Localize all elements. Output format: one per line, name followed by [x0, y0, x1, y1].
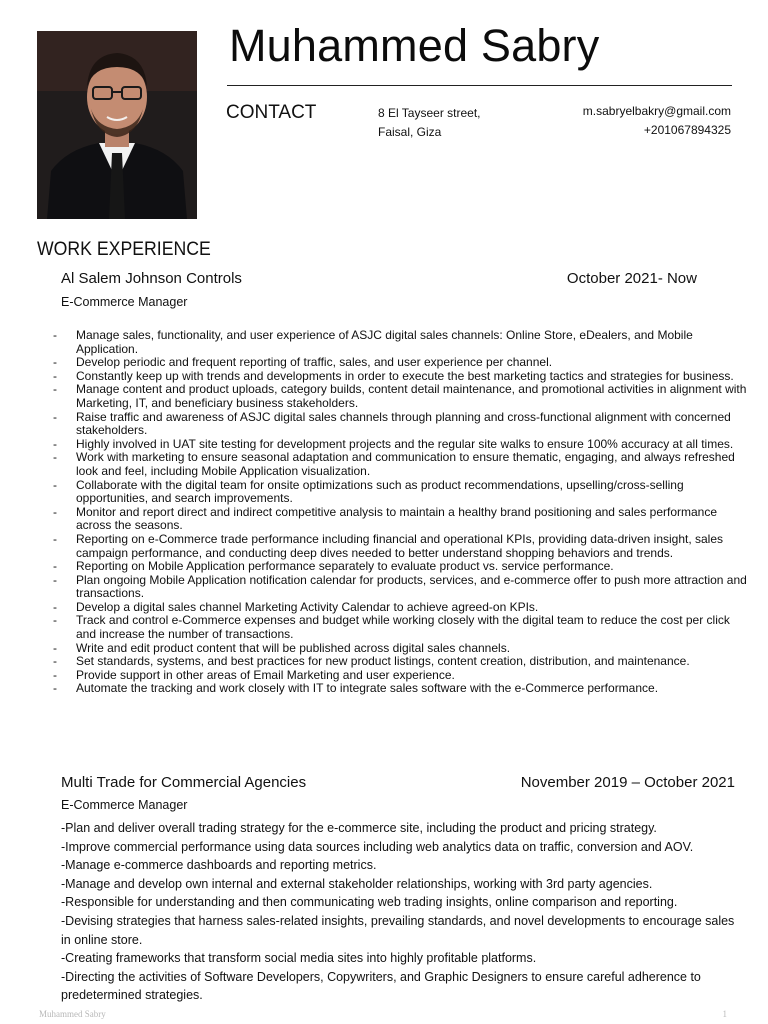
- job-duties-list: [50, 329, 750, 696]
- person-name: Muhammed Sabry: [229, 20, 600, 71]
- email: m.sabryelbakry@gmail.com: [582, 104, 731, 118]
- duty-item: -Responsible for understanding and then communicating web trading insights, online comparison and reporting.: [61, 895, 678, 910]
- duty-item: - Reporting on e-Commerce trade performance including financial and operational KPIs, providing data-driven insight, sales campaign performance, and conducting deep dives needed to better understand shopping behaviors and trends.: [50, 533, 750, 560]
- name-divider: [227, 85, 732, 86]
- duty-item: -Creating frameworks that transform social media sites into highly profitable platforms.: [61, 951, 537, 966]
- duty-item: - Highly involved in UAT site testing for development projects and the regular site walks to ensure 100% accuracy at all times.: [50, 438, 750, 452]
- address: [378, 104, 481, 142]
- duty-item: -Devising strategies that harness sales-related insights, prevailing standards, and novel developments to encourage sales in online store.: [61, 913, 735, 947]
- duty-item: -Manage e-commerce dashboards and reporting metrics.: [61, 858, 377, 873]
- duty-item: - Reporting on Mobile Application performance separately to evaluate product vs. service performance.: [50, 560, 750, 574]
- duty-item: - Monitor and report direct and indirect competitive analysis to maintain a healthy brand positioning and sales performance across the seasons.: [50, 506, 750, 533]
- duty-item: - Work with marketing to ensure seasonal adaptation and communication to ensure thematic, engaging, and always refreshed look and feel, including Mobile Application visualization.: [50, 451, 750, 478]
- duty-item: - Develop periodic and frequent reporting of traffic, sales, and user experience per channel.: [50, 356, 750, 370]
- duty-item: -Directing the activities of Software Developers, Copywriters, and Graphic Designers to ensure careful adherence to predetermined strategies.: [61, 969, 701, 1003]
- page-number: 1: [722, 1009, 727, 1019]
- profile-photo: [37, 31, 197, 219]
- job-duties-list: [61, 819, 741, 1005]
- contact-details: [583, 102, 731, 140]
- address-line-1: 8 El Tayseer street,: [378, 106, 481, 120]
- duty-item: - Constantly keep up with trends and developments in order to execute the best marketing tactics and strategies for business.: [50, 370, 750, 384]
- duty-item: - Raise traffic and awareness of ASJC digital sales channels through planning and cross-functional alignment with concerned stakeholders.: [50, 411, 750, 438]
- phone: +201067894325: [643, 123, 731, 137]
- duty-item: - Manage sales, functionality, and user experience of ASJC digital sales channels: Online Store, eDealers, and Mobile Application.: [50, 329, 750, 356]
- duty-item: - Track and control e-Commerce expenses and budget while working closely with the digital team to reduce the cost per click and increase the number of transactions.: [50, 614, 750, 641]
- contact-heading: CONTACT: [226, 102, 317, 123]
- address-line-2: Faisal, Giza: [378, 125, 442, 139]
- duty-item: - Automate the tracking and work closely with IT to integrate sales software with the e-Commerce performance.: [50, 682, 750, 696]
- work-experience-heading: WORK EXPERIENCE: [37, 239, 211, 260]
- footer-name: Muhammed Sabry: [39, 1009, 106, 1019]
- duty-item: - Develop a digital sales channel Marketing Activity Calendar to achieve agreed-on KPIs.: [50, 601, 750, 615]
- duty-item: - Provide support in other areas of Email Marketing and user experience.: [50, 669, 750, 683]
- duty-item: - Write and edit product content that will be published across digital sales channels.: [50, 642, 750, 656]
- duty-item: - Collaborate with the digital team for onsite optimizations such as product recommendations, upselling/cross-selling opportunities, and search improvements.: [50, 479, 750, 506]
- job-dates: October 2021- Now: [566, 270, 697, 287]
- job-company: Multi Trade for Commercial Agencies: [61, 774, 307, 791]
- duty-item: -Manage and develop own internal and external stakeholder relationships, working with 3rd party agencies.: [61, 876, 653, 891]
- duty-item: - Set standards, systems, and best practices for new product listings, content creation, distribution, and maintenance.: [50, 655, 750, 669]
- job-title: E-Commerce Manager: [61, 295, 188, 309]
- duty-item: -Plan and deliver overall trading strategy for the e-commerce site, including the product and pricing strategy.: [61, 821, 657, 835]
- job-dates: November 2019 – October 2021: [520, 774, 735, 791]
- duty-item: - Manage content and product uploads, category builds, content detail maintenance, and promotional activities in alignment with Marketing, IT, and beneficiary business stakeholders.: [50, 383, 750, 410]
- duty-item: -Improve commercial performance using data sources including web analytics data on traffic, conversion and AOV.: [61, 839, 694, 854]
- job-company: Al Salem Johnson Controls: [61, 270, 242, 287]
- duty-item: - Plan ongoing Mobile Application notification calendar for products, services, and e-commerce offer to push more attraction and transactions.: [50, 574, 750, 601]
- job-title: E-Commerce Manager: [61, 798, 188, 812]
